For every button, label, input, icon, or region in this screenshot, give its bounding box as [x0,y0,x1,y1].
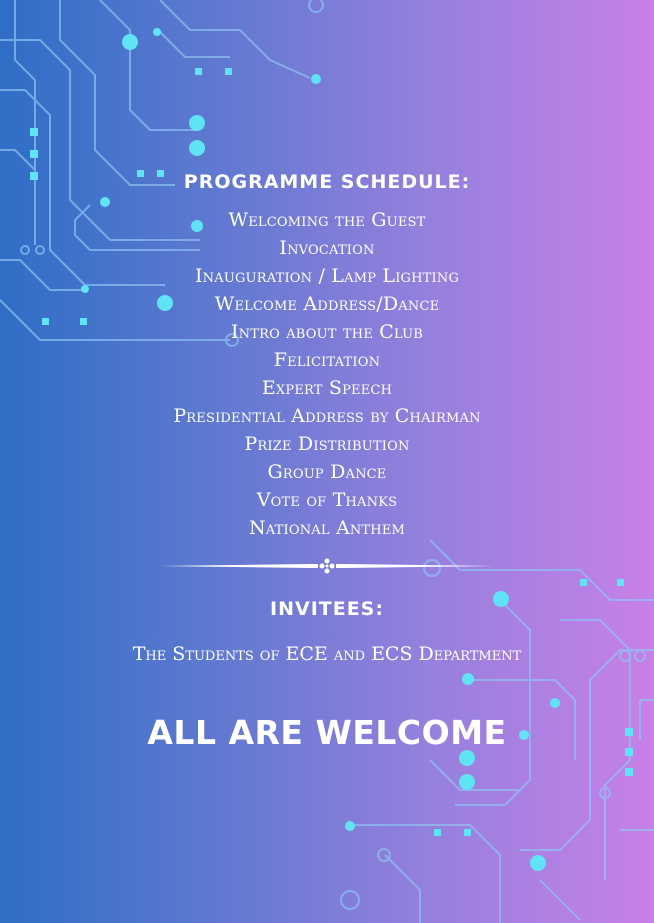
programme-schedule-heading: PROGRAMME SCHEDULE: [183,171,471,193]
schedule-item: National Anthem [248,517,406,539]
schedule-item: Expert Speech [261,377,393,399]
schedule-item: Vote of Thanks [256,489,398,511]
schedule-item: Presidential Address by Chairman [173,405,481,427]
schedule-item: Invocation [279,237,375,259]
schedule-item: Felicitation [273,349,381,371]
schedule-item: Welcoming the Guest [228,209,426,231]
schedule-item: Group Dance [267,461,387,483]
schedule-item: Inauguration / Lamp Lighting [194,265,460,287]
schedule-item: Prize Distribution [244,433,410,455]
invitees-text: The Students of ECE and ECS Department [132,643,522,665]
schedule-item: Intro about the Club [230,321,424,343]
ornamental-divider [160,556,494,576]
all-are-welcome-text: ALL ARE WELCOME [147,713,507,752]
invitees-heading: INVITEES: [270,598,384,620]
schedule-item: Welcome Address/Dance [214,293,440,315]
programme-schedule-list [0,206,654,542]
